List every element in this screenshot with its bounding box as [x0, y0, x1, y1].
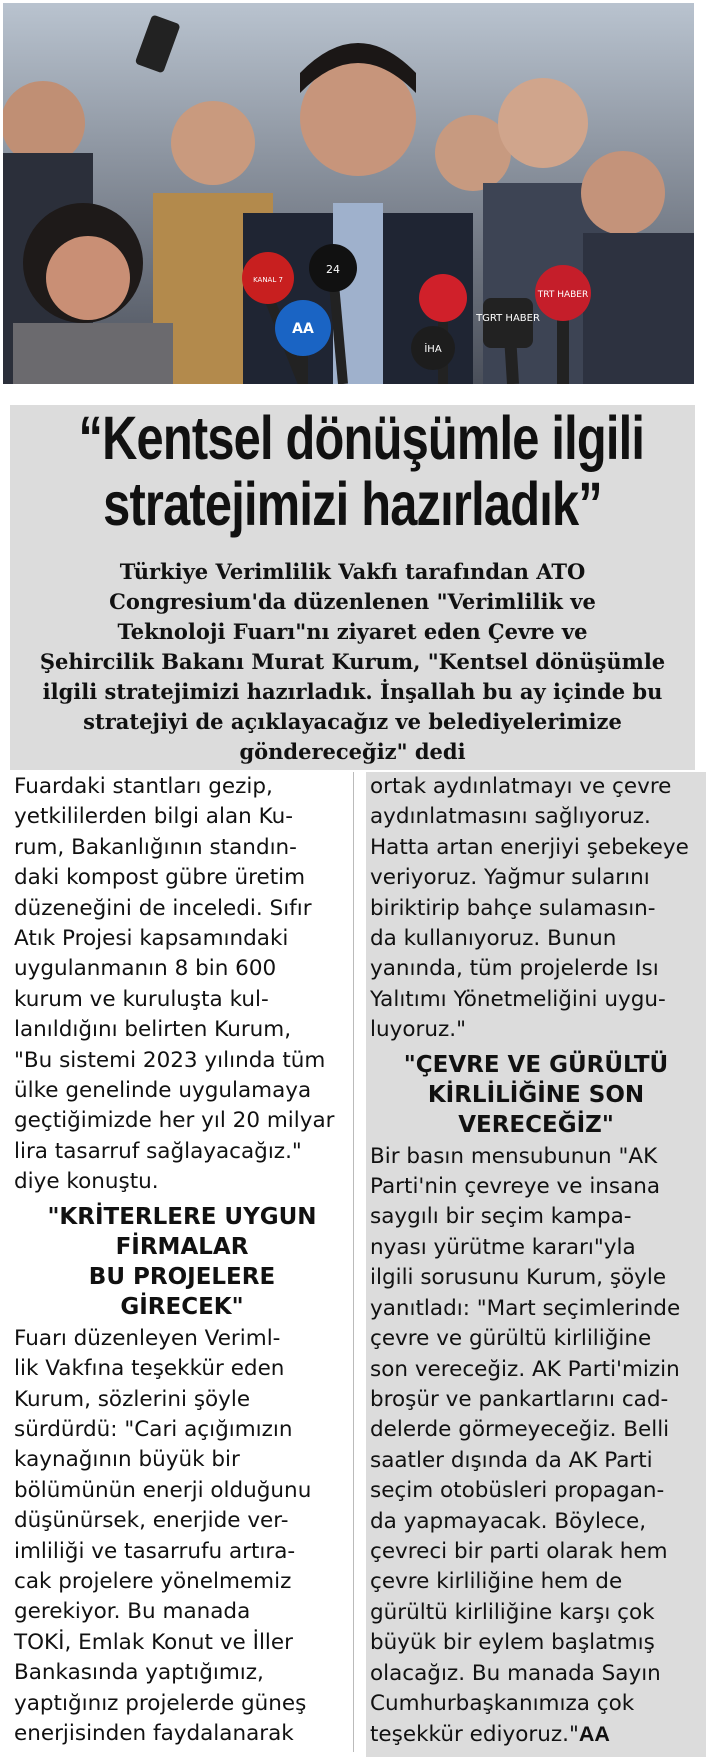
body-line: biriktirip bahçe sulamasın- — [370, 895, 656, 921]
body-line: broşür ve pankartlarını cad- — [370, 1386, 669, 1412]
body-line: veriyoruz. Yağmur sularını — [370, 865, 650, 891]
lead-line: Şehircilik Bakanı Murat Kurum, "Kentsel dönüşümle — [39, 649, 666, 674]
body-line: yanıtladı: "Mart seçimlerinde — [370, 1295, 681, 1321]
mic-label-kanal7: KANAL 7 — [253, 276, 283, 284]
body-line: da kullanıyoruz. Bunun — [370, 926, 617, 952]
body-line: gerekiyor. Bu manada — [14, 1599, 251, 1625]
body-line: lira tasarruf sağlayacağız." — [14, 1138, 302, 1164]
body-line: enerjisinden faydalanarak — [14, 1720, 294, 1746]
body-line-last — [370, 1719, 702, 1750]
body-line: büyük bir eylem başlatmış — [370, 1630, 655, 1656]
lead-line: göndereceğiz" dedi — [239, 739, 466, 764]
body-line: geçtiğimizde her yıl 20 milyar — [14, 1108, 335, 1134]
lead-line: ilgili stratejimizi hazırladık. İnşallah bu ay içinde bu — [42, 679, 663, 704]
article-column-left — [14, 772, 350, 1749]
subheading-line: VERECEĞİZ" — [458, 1111, 614, 1138]
body-line: çevre ve gürültü kirliliğine — [370, 1326, 652, 1352]
body-line: düşünürsek, enerjide ver- — [14, 1508, 289, 1534]
subheading-line: "KRİTERLERE UYGUN — [47, 1203, 317, 1230]
lead-line: Türkiye Verimlilik Vakfı tarafından ATO — [119, 559, 586, 584]
body-line: Cumhurbaşkanımıza çok — [370, 1690, 635, 1716]
lead-line: stratejiyi de açıklayacağız ve belediyelerimize — [83, 709, 622, 734]
body-line: lik Vakfına teşekkür eden — [14, 1356, 285, 1382]
body-line: luyoruz." — [370, 1017, 466, 1043]
article-column-right — [366, 772, 706, 1757]
body-line: uygulanmanın 8 bin 600 — [14, 956, 277, 982]
body-line: ilgili sorusunu Kurum, şöyle — [370, 1265, 667, 1291]
body-line: TOKİ, Emlak Konut ve İller — [14, 1629, 293, 1655]
mic-label-tgrt: TGRT HABER — [476, 313, 540, 324]
body-line: olacağız. Bu manada Sayın — [370, 1660, 661, 1686]
body-line: imliliği ve tasarrufu artıra- — [14, 1538, 296, 1564]
lead-paragraph — [20, 557, 685, 767]
news-source-credit: AA — [578, 1722, 610, 1747]
body-line: seçim otobüsleri propagan- — [370, 1478, 665, 1504]
body-line: diye konuştu. — [14, 1169, 159, 1195]
body-line: kurum ve kuruluşta kul- — [14, 986, 269, 1012]
body-line: Kurum, sözlerini şöyle — [14, 1386, 251, 1412]
news-photo — [3, 3, 694, 384]
body-line: yaptığınız projelerde güneş — [14, 1690, 307, 1716]
body-line: Atık Projesi kapsamındaki — [14, 926, 289, 952]
headline — [78, 404, 645, 538]
mic-label-trt: TRT HABER — [537, 290, 589, 300]
subheading-line: KİRLİLİĞİNE SON — [427, 1081, 645, 1108]
body-line: da yapmayacak. Böylece, — [370, 1508, 647, 1534]
body-line: delerde görmeyeceğiz. Belli — [370, 1417, 670, 1443]
body-line: nyası yürütme kararı"yla — [370, 1234, 636, 1260]
body-line: bölümünün enerji olduğunu — [14, 1477, 312, 1503]
body-line: çevre kirliliğine hem de — [370, 1569, 623, 1595]
body-line: rum, Bakanlığının standın- — [14, 834, 297, 860]
subheading-line: FİRMALAR — [115, 1233, 249, 1260]
press-scrum-illustration — [3, 3, 694, 384]
subheading-line: GİRECEK" — [120, 1293, 244, 1320]
body-paragraph-4 — [370, 1142, 702, 1751]
body-line: "Bu sistemi 2023 yılında tüm — [14, 1047, 326, 1073]
body-line: Hatta artan enerjiyi şebekeye — [370, 834, 689, 860]
body-line: cak projelere yönelmemiz — [14, 1568, 292, 1594]
body-paragraph-3 — [370, 772, 702, 1046]
body-line: saygılı bir seçim kampa- — [370, 1204, 632, 1230]
body-line: saatler dışında da AK Parti — [370, 1447, 653, 1473]
body-line: Yalıtımı Yönetmeliğini uygu- — [370, 986, 666, 1012]
body-line: gürültü kirliliğine karşı çok — [370, 1599, 655, 1625]
mic-label-iha: İHA — [424, 344, 442, 355]
body-line: lanıldığını belirten Kurum, — [14, 1017, 292, 1043]
mic-label-24: 24 — [326, 263, 340, 276]
mic-label-aa: AA — [292, 321, 314, 337]
body-line: daki kompost gübre üretim — [14, 865, 306, 891]
last-line-text: teşekkür ediyoruz." — [370, 1722, 579, 1748]
body-paragraph-1 — [14, 772, 350, 1198]
subheading-line: BU PROJELERE — [88, 1263, 276, 1290]
body-line: ülke genelinde uygulamaya — [14, 1078, 312, 1104]
subheading-1 — [14, 1202, 350, 1322]
body-line: sürdürdü: "Cari açığımızın — [14, 1416, 293, 1442]
subheading-2 — [370, 1050, 702, 1140]
column-divider — [353, 772, 354, 1752]
lead-line: Congresium'da düzenlenen "Verimlilik ve — [109, 589, 596, 614]
body-line: Parti'nin çevreye ve insana — [370, 1174, 661, 1200]
body-line: düzeneğini de inceledi. Sıfır — [14, 895, 312, 921]
body-line: Fuarı düzenleyen Veriml- — [14, 1325, 281, 1351]
body-line: son vereceğiz. AK Parti'mizin — [370, 1356, 680, 1382]
body-line: Bir basın mensubunun "AK — [370, 1143, 658, 1169]
body-line: kaynağının büyük bir — [14, 1447, 240, 1473]
headline-line-2: stratejimizi hazırladık” — [103, 470, 602, 538]
body-line: ortak aydınlatmayı ve çevre — [370, 774, 672, 799]
body-line: yanında, tüm projelerde Isı — [370, 956, 659, 982]
body-line: çevreci bir parti olarak hem — [370, 1538, 668, 1564]
body-line: Bankasında yaptığımız, — [14, 1660, 264, 1686]
body-line: aydınlatmasını sağlıyoruz. — [370, 804, 651, 830]
body-line: yetkililerden bilgi alan Ku- — [14, 804, 293, 830]
body-paragraph-2 — [14, 1324, 350, 1750]
lead-line: Teknoloji Fuarı"nı ziyaret eden Çevre ve — [117, 619, 588, 644]
subheading-line: "ÇEVRE VE GÜRÜLTÜ — [403, 1051, 669, 1078]
body-line: Fuardaki stantları gezip, — [14, 774, 273, 799]
headline-line-1: “Kentsel dönüşümle ilgili — [78, 404, 645, 472]
